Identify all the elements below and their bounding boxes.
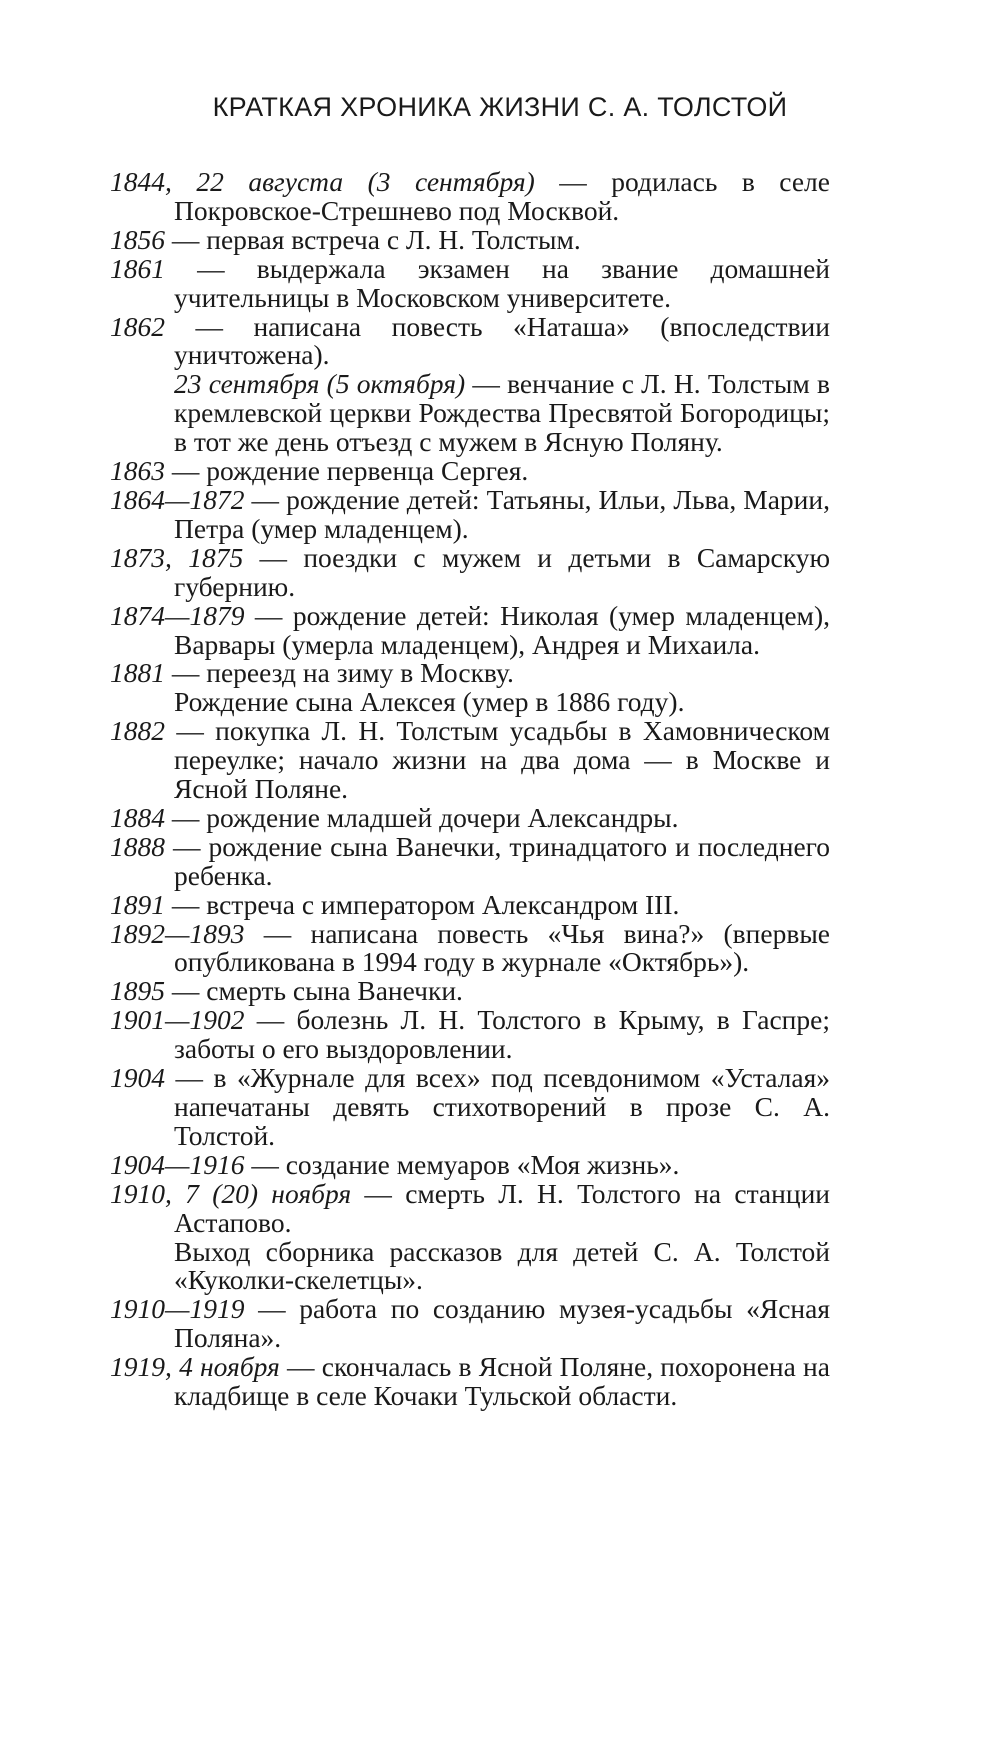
entry-text: — рождение детей: Татьяны, Ильи, Льва, Марии, Петра (умер младенцем). (174, 483, 830, 544)
entry-text: — переезд на зиму в Москву. (165, 657, 514, 689)
chronicle-entry (110, 1295, 830, 1353)
entry-text: — поездки с мужем и детьми в Самарскую губернию. (174, 541, 831, 602)
entry-date: 1864—1872 (110, 483, 245, 515)
chronicle-entry (110, 801, 830, 833)
entry-date: 1901—1902 (110, 1004, 245, 1036)
chronicle-entry (110, 223, 830, 255)
entry-date: 1904—1916 (110, 1148, 245, 1180)
chronicle-entry (110, 457, 830, 486)
entry-text: — родилась в селе Покровское-Стрешнево под Москвой. (174, 166, 830, 226)
chronicle-entry (110, 977, 830, 1006)
entry-date: 1888 (110, 830, 165, 862)
entry-text: — рождение младшей дочери Александры. (165, 801, 679, 833)
chronicle-entry (110, 1148, 830, 1180)
entry-text: — смерть Л. Н. Толстого на станции Астапово. (174, 1177, 830, 1238)
entry-text: — встреча с императором Александром III. (165, 888, 680, 920)
entry-date: 1856 (110, 223, 165, 255)
chronicle-entry (110, 659, 830, 688)
entry-text: — работа по созданию музея-усадьбы «Ясная Поляна». (174, 1293, 830, 1354)
chronicle-list (110, 168, 830, 1411)
entry-date: 1863 (110, 455, 165, 487)
entry-text: — покупка Л. Н. Толстым усадьбы в Хамовническом переулке; начало жизни на два дома — в Москве и Ясной Поляне. (165, 715, 830, 805)
entry-date: 1891 (110, 888, 165, 920)
entry-text: — создание мемуаров «Моя жизнь». (244, 1148, 680, 1180)
entry-date: 1895 (110, 975, 165, 1007)
entry-text: — болезнь Л. Н. Толстого в Крыму, в Гаспре; заботы о его выздоровлении. (174, 1004, 830, 1065)
chronicle-entry (110, 917, 830, 978)
chronicle-entry (110, 1064, 830, 1151)
chronicle-entry (110, 1353, 830, 1411)
entry-date: 1862 (110, 310, 165, 342)
entry-date: 23 сентября (5 октября) (174, 368, 466, 400)
chronicle-entry (110, 252, 830, 313)
chronicle-entry (110, 888, 830, 920)
chronicle-entry (110, 168, 830, 226)
entry-text: — выдержала экзамен на звание домашней учительницы в Московском университете. (165, 252, 830, 313)
entry-date: 1892—1893 (110, 917, 245, 949)
chronicle-entry (110, 1006, 830, 1064)
chronicle-subentry (110, 1235, 830, 1296)
chronicle-entry (110, 599, 830, 660)
entry-text: — венчание с Л. Н. Толстым в кремлевской церкви Рождества Пресвятой Богородицы; в тот же день отъезд с мужем в Ясную Поляну. (174, 368, 830, 458)
entry-text: — рождение сына Ванечки, тринадцатого и последнего ребенка. (165, 830, 830, 891)
entry-date: 1919, 4 ноября (110, 1351, 280, 1383)
entry-date: 1904 (110, 1062, 165, 1094)
chronicle-entry (110, 310, 830, 371)
entry-text: — скончалась в Ясной Поляне, похоронена на кладбище в селе Кочаки Тульской области. (174, 1351, 830, 1412)
entry-text: Рождение сына Алексея (умер в 1886 году). (174, 686, 685, 718)
chronicle-subentry (110, 688, 830, 717)
entry-text: — рождение первенца Сергея. (165, 455, 529, 487)
entry-date: 1881 (110, 657, 165, 689)
chronicle-entry (110, 541, 831, 602)
entry-date: 1882 (110, 715, 165, 747)
entry-date: 1861 (110, 252, 165, 284)
entry-text: — смерть сына Ванечки. (165, 975, 463, 1007)
entry-text: — в «Журнале для всех» под псевдонимом «Усталая» напечатаны девять стихотворений в прозе С. А. Толстой. (165, 1062, 830, 1151)
page-title: КРАТКАЯ ХРОНИКА ЖИЗНИ С. А. ТОЛСТОЙ (212, 92, 788, 122)
entry-date: 1884 (110, 801, 165, 833)
entry-date: 1873, 1875 (110, 541, 244, 573)
entry-text: — написана повесть «Наташа» (впоследствии уничтожена). (165, 310, 830, 371)
entry-text: Выход сборника рассказов для детей С. А. Толстой «Куколки-скелетцы». (174, 1235, 830, 1296)
entry-date: 1910, 7 (20) ноября (110, 1177, 352, 1209)
entry-text: — первая встреча с Л. Н. Толстым. (165, 223, 581, 255)
chronicle-entry (110, 830, 830, 891)
chronicle-entry (110, 1177, 830, 1238)
entry-date: 1844, 22 августа (3 сентября) (110, 166, 535, 197)
chronicle-entry (110, 717, 830, 804)
entry-text: — рождение детей: Николая (умер младенцем), Варвары (умерла младенцем), Андрея и Михаила. (174, 599, 830, 660)
entry-date: 1910—1919 (110, 1293, 245, 1325)
entry-text: — написана повесть «Чья вина?» (впервые опубликована в 1994 году в журнале «Октябрь»). (174, 917, 830, 978)
chronicle-entry (110, 483, 830, 544)
chronicle-subentry (110, 370, 830, 457)
entry-date: 1874—1879 (110, 599, 245, 631)
